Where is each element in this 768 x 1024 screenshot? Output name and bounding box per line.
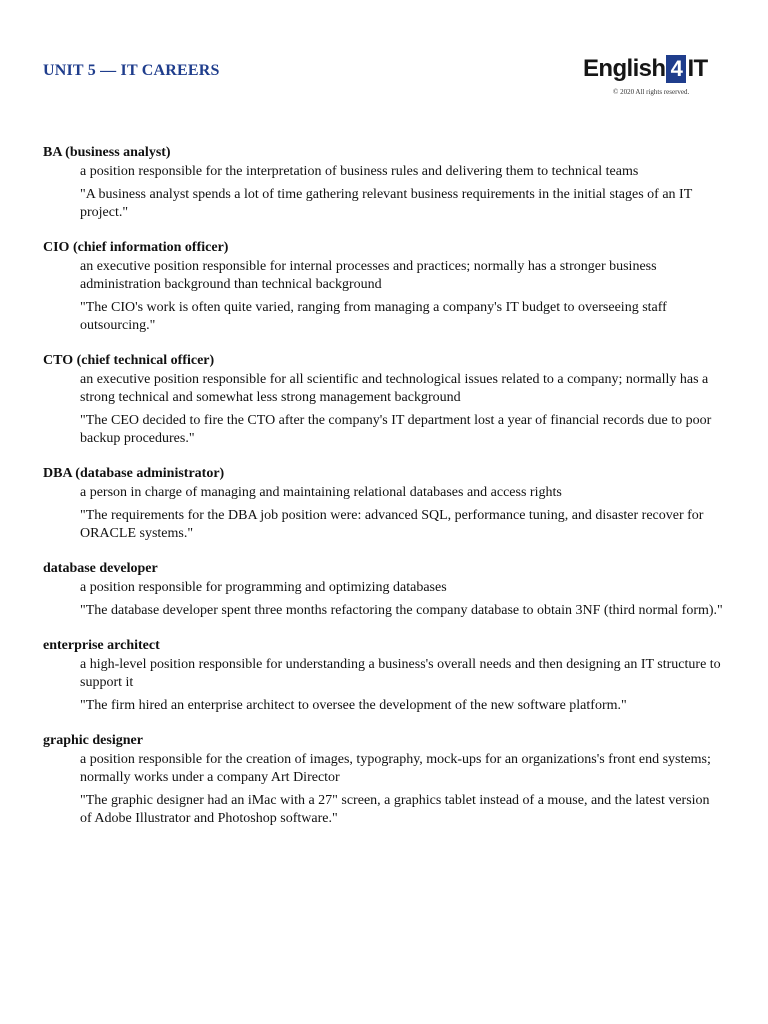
page-title: UNIT 5 — IT CAREERS <box>43 62 220 79</box>
glossary-example: "The CIO's work is often quite varied, ranging from managing a company's IT budget to overseeing staff outsourcing." <box>80 300 667 333</box>
copyright-notice: © 2020 All rights reserved. <box>613 88 690 96</box>
glossary-entry <box>43 144 723 222</box>
glossary-term: BA (business analyst) <box>43 145 171 160</box>
logo-text-it: IT <box>687 55 708 82</box>
glossary-definition: an executive position responsible for all scientific and technological issues related to a company; normally has a strong technical and somewhat less strong management background <box>80 372 709 405</box>
glossary-term: CTO (chief technical officer) <box>43 353 215 368</box>
glossary-example: "A business analyst spends a lot of time gathering relevant business requirements in the initial stages of an IT project." <box>80 187 692 220</box>
glossary-list <box>43 144 723 845</box>
glossary-example: "The firm hired an enterprise architect to oversee the development of the new software platform." <box>80 698 627 713</box>
glossary-entry <box>43 732 723 828</box>
glossary-entry <box>43 637 723 715</box>
glossary-term: enterprise architect <box>43 638 160 653</box>
glossary-definition: a position responsible for the creation of images, typography, mock-ups for an organizations's front end systems; normally works under a company Art Director <box>80 752 711 785</box>
glossary-definition: a position responsible for the interpretation of business rules and delivering them to technical teams <box>80 164 639 179</box>
glossary-entry <box>43 239 723 335</box>
glossary-definition: a position responsible for programming and optimizing databases <box>80 580 447 595</box>
glossary-entry <box>43 465 723 543</box>
glossary-example: "The CEO decided to fire the CTO after the company's IT department lost a year of financial records due to poor backup procedures." <box>80 413 712 446</box>
logo-text-english: English <box>583 55 666 82</box>
glossary-definition: an executive position responsible for internal processes and practices; normally has a stronger business administration background than technical background <box>80 259 657 292</box>
glossary-entry <box>43 352 723 448</box>
glossary-example: "The requirements for the DBA job position were: advanced SQL, performance tuning, and disaster recover for ORACLE systems." <box>80 508 704 541</box>
glossary-example: "The database developer spent three months refactoring the company database to obtain 3NF (third normal form)." <box>80 603 723 618</box>
english4it-logo <box>583 52 718 86</box>
glossary-term: database developer <box>43 561 158 576</box>
glossary-term: DBA (database administrator) <box>43 466 225 481</box>
logo-box-4: 4 <box>666 55 686 83</box>
glossary-definition: a high-level position responsible for understanding a business's overall needs and then designing an IT structure to support it <box>80 657 721 690</box>
glossary-term: CIO (chief information officer) <box>43 240 229 255</box>
glossary-term: graphic designer <box>43 733 143 748</box>
glossary-entry <box>43 560 723 620</box>
glossary-definition: a person in charge of managing and maintaining relational databases and access rights <box>80 485 562 500</box>
glossary-example: "The graphic designer had an iMac with a 27" screen, a graphics tablet instead of a mouse, and the latest version of Adobe Illustrator and Photoshop software." <box>80 793 710 826</box>
